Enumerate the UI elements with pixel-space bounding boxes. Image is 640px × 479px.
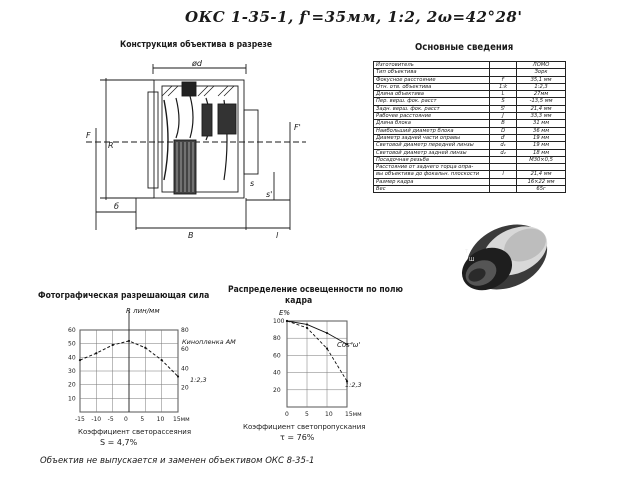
spec-value: 31 мм bbox=[517, 120, 566, 127]
dim-b-small-label: б bbox=[114, 202, 119, 211]
illumination-x-tick: 10 bbox=[325, 411, 333, 418]
spec-name: Фокусное расстояние bbox=[374, 76, 490, 83]
spec-name: Диаметр задней части оправы bbox=[374, 134, 490, 141]
dim-r-label: R bbox=[108, 141, 114, 150]
illumination-point bbox=[306, 327, 308, 329]
spec-name: Размер кадра bbox=[374, 178, 490, 185]
spec-name: Рабочее расстояние bbox=[374, 113, 490, 120]
spec-row bbox=[374, 105, 566, 112]
spec-symbol: B bbox=[489, 120, 516, 127]
spec-name: Задн. верш. фок. расст bbox=[374, 105, 490, 112]
spec-symbol: S' bbox=[489, 105, 516, 112]
resolution-point bbox=[161, 359, 163, 361]
spec-symbol: 1:k bbox=[489, 83, 516, 90]
focus-front-label: F bbox=[86, 131, 91, 140]
illumination-point bbox=[326, 332, 328, 334]
resolution-y2-tick: 60 bbox=[181, 346, 189, 354]
illumination-y-tick: 60 bbox=[273, 352, 281, 360]
resolution-y-tick: 20 bbox=[68, 381, 76, 389]
illumination-heading-2: кадра bbox=[285, 296, 313, 306]
spec-symbol bbox=[489, 62, 516, 69]
spec-value: 18 мм bbox=[517, 149, 566, 156]
resolution-ylabel: R лин/мм bbox=[126, 307, 160, 315]
illumination-y-tick: 100 bbox=[273, 318, 285, 325]
spec-row bbox=[374, 142, 566, 149]
spec-name: Тип объектива bbox=[374, 69, 490, 76]
spec-value: 21,4 мм bbox=[517, 171, 566, 178]
spec-symbol bbox=[489, 69, 516, 76]
illumination-x-tick: 0 bbox=[285, 411, 289, 418]
resolution-point bbox=[144, 347, 146, 349]
spec-symbol: d₁ bbox=[489, 142, 516, 149]
spec-symbol: f' bbox=[489, 76, 516, 83]
spec-name: Посадочная резьба bbox=[374, 156, 490, 163]
spec-symbol: L bbox=[489, 91, 516, 98]
spec-value: -13,5 мм bbox=[517, 98, 566, 105]
illumination-caption-1: Коэффициент светопропускания bbox=[243, 423, 366, 431]
spec-row bbox=[374, 98, 566, 105]
spec-row bbox=[374, 156, 566, 163]
illumination-y-tick: 80 bbox=[273, 335, 281, 343]
illumination-y-tick: 20 bbox=[273, 386, 281, 394]
spec-value: М30×0,5 bbox=[517, 156, 566, 163]
lens-photo bbox=[445, 205, 565, 305]
svg-text:Ш: Ш bbox=[469, 257, 475, 263]
spec-row bbox=[374, 91, 566, 98]
spec-value: 19 мм bbox=[517, 142, 566, 149]
spec-row bbox=[374, 83, 566, 90]
spec-row bbox=[374, 76, 566, 83]
spec-name: Пер. верш. фок. расст bbox=[374, 98, 490, 105]
spec-value: 19 мм bbox=[517, 134, 566, 141]
spec-value: 65г bbox=[517, 186, 566, 193]
resolution-point bbox=[112, 344, 114, 346]
resolution-y-tick: 50 bbox=[68, 340, 76, 348]
spec-name: Вес bbox=[374, 186, 490, 193]
dim-b-label: B bbox=[188, 231, 194, 240]
resolution-point bbox=[177, 375, 179, 377]
resolution-x-tick: -5 bbox=[107, 416, 114, 423]
resolution-x-tick: 5 bbox=[140, 416, 145, 423]
resolution-x-tick: -15 bbox=[75, 416, 85, 423]
spec-row bbox=[374, 62, 566, 69]
resolution-x-tick: 15мм bbox=[173, 416, 190, 423]
spec-name: Световой диаметр задней линзы bbox=[374, 149, 490, 156]
spec-row bbox=[374, 113, 566, 120]
specs-heading: Основные сведения bbox=[415, 42, 514, 53]
spec-symbol bbox=[489, 178, 516, 185]
spec-row bbox=[374, 134, 566, 141]
svg-text:Т: Т bbox=[465, 249, 469, 255]
resolution-x-tick: 0 bbox=[124, 416, 128, 423]
resolution-point bbox=[128, 340, 130, 342]
spec-symbol: d₂ bbox=[489, 149, 516, 156]
spec-value: 33,3 мм bbox=[517, 113, 566, 120]
aperture-series-line bbox=[287, 321, 347, 381]
spec-name: Длина объектива bbox=[374, 91, 490, 98]
resolution-y2-tick: 40 bbox=[181, 365, 189, 373]
resolution-aperture-label: 1:2,3 bbox=[190, 376, 207, 384]
spec-symbol: D bbox=[489, 127, 516, 134]
film-label: Кинопленка АМ bbox=[182, 338, 236, 346]
spec-symbol: S bbox=[489, 98, 516, 105]
spec-symbol: d' bbox=[489, 134, 516, 141]
spec-symbol bbox=[489, 186, 516, 193]
spec-value bbox=[517, 164, 566, 171]
spec-name: Световой диаметр передней линзы bbox=[374, 142, 490, 149]
illumination-caption-2: τ = 76% bbox=[280, 433, 315, 442]
illumination-y-tick: 40 bbox=[273, 369, 281, 377]
spec-name: Изготовитель bbox=[374, 62, 490, 69]
spec-row bbox=[374, 69, 566, 76]
spec-row bbox=[374, 164, 566, 171]
focus-rear-label: F' bbox=[294, 123, 301, 132]
dim-s-label: s bbox=[250, 179, 255, 188]
illumination-point bbox=[326, 347, 328, 349]
dim-l-label: l bbox=[276, 231, 279, 240]
resolution-y2-tick: 20 bbox=[181, 384, 189, 392]
lens-cross-section-drawing bbox=[78, 52, 318, 242]
illumination-ylabel: E% bbox=[279, 309, 291, 317]
spec-symbol: J bbox=[489, 113, 516, 120]
resolution-point bbox=[95, 352, 97, 354]
spec-symbol bbox=[489, 156, 516, 163]
spec-row bbox=[374, 120, 566, 127]
resolution-y2-tick: 80 bbox=[181, 327, 189, 334]
spec-value: 35,1 мм bbox=[517, 76, 566, 83]
specs-table bbox=[373, 61, 566, 193]
dim-diameter-label: ød bbox=[192, 59, 202, 68]
resolution-x-tick: -10 bbox=[91, 416, 102, 423]
spec-name: Расстояние от заднего торца опра- bbox=[374, 164, 490, 171]
resolution-caption-2: S = 4,7% bbox=[100, 438, 138, 447]
spec-value: 21,4 мм bbox=[517, 105, 566, 112]
spec-value: 16×22 мм bbox=[517, 178, 566, 185]
resolution-caption-1: Коэффициент светорассеяния bbox=[78, 428, 192, 436]
spec-row bbox=[374, 178, 566, 185]
resolution-y-tick: 60 bbox=[68, 327, 76, 334]
resolution-heading: Фотографическая разрешающая сила bbox=[38, 291, 210, 301]
illumination-point bbox=[286, 320, 288, 322]
spec-value: 27мм bbox=[517, 91, 566, 98]
illumination-chart bbox=[265, 305, 375, 425]
illumination-point bbox=[306, 323, 308, 325]
resolution-point bbox=[79, 359, 81, 361]
spec-row bbox=[374, 171, 566, 178]
drawing-heading: Конструкция объектива в разрезе bbox=[120, 40, 273, 50]
spec-value: 1:2,3 bbox=[517, 83, 566, 90]
spec-symbol: l bbox=[489, 171, 516, 178]
illumination-x-tick: 15мм bbox=[345, 411, 362, 418]
illumination-aperture-label: 1:2,3 bbox=[345, 381, 362, 389]
spec-name: Длина блока bbox=[374, 120, 490, 127]
resolution-y-tick: 30 bbox=[68, 368, 76, 375]
spec-symbol bbox=[489, 164, 516, 171]
spec-row bbox=[374, 186, 566, 193]
illumination-heading: Распределение освещенности по полю bbox=[228, 285, 403, 295]
spec-name: Наибольший диаметр блока bbox=[374, 127, 490, 134]
cos-label: Cos⁴ω' bbox=[337, 341, 361, 349]
spec-value: ЛОМО bbox=[517, 62, 566, 69]
spec-name: Отн. отв. объектива bbox=[374, 83, 490, 90]
resolution-chart bbox=[50, 300, 236, 430]
page-title: ОКС 1-35-1, f'=35мм, 1:2, 2ω=42°28' bbox=[185, 8, 523, 26]
spec-row bbox=[374, 127, 566, 134]
spec-name: вы объектива до фокальн. плоскости bbox=[374, 171, 490, 178]
spec-value: 36 мм bbox=[517, 127, 566, 134]
footer-note: Объектив не выпускается и заменен объективом ОКС 8-35-1 bbox=[40, 456, 315, 466]
spec-value: Зорк bbox=[517, 69, 566, 76]
dim-s-prime-label: s' bbox=[266, 190, 273, 199]
spec-row bbox=[374, 149, 566, 156]
resolution-y-tick: 10 bbox=[68, 395, 76, 403]
resolution-y-tick: 40 bbox=[68, 354, 76, 362]
illumination-x-tick: 5 bbox=[305, 411, 309, 418]
resolution-x-tick: 10 bbox=[156, 416, 165, 423]
